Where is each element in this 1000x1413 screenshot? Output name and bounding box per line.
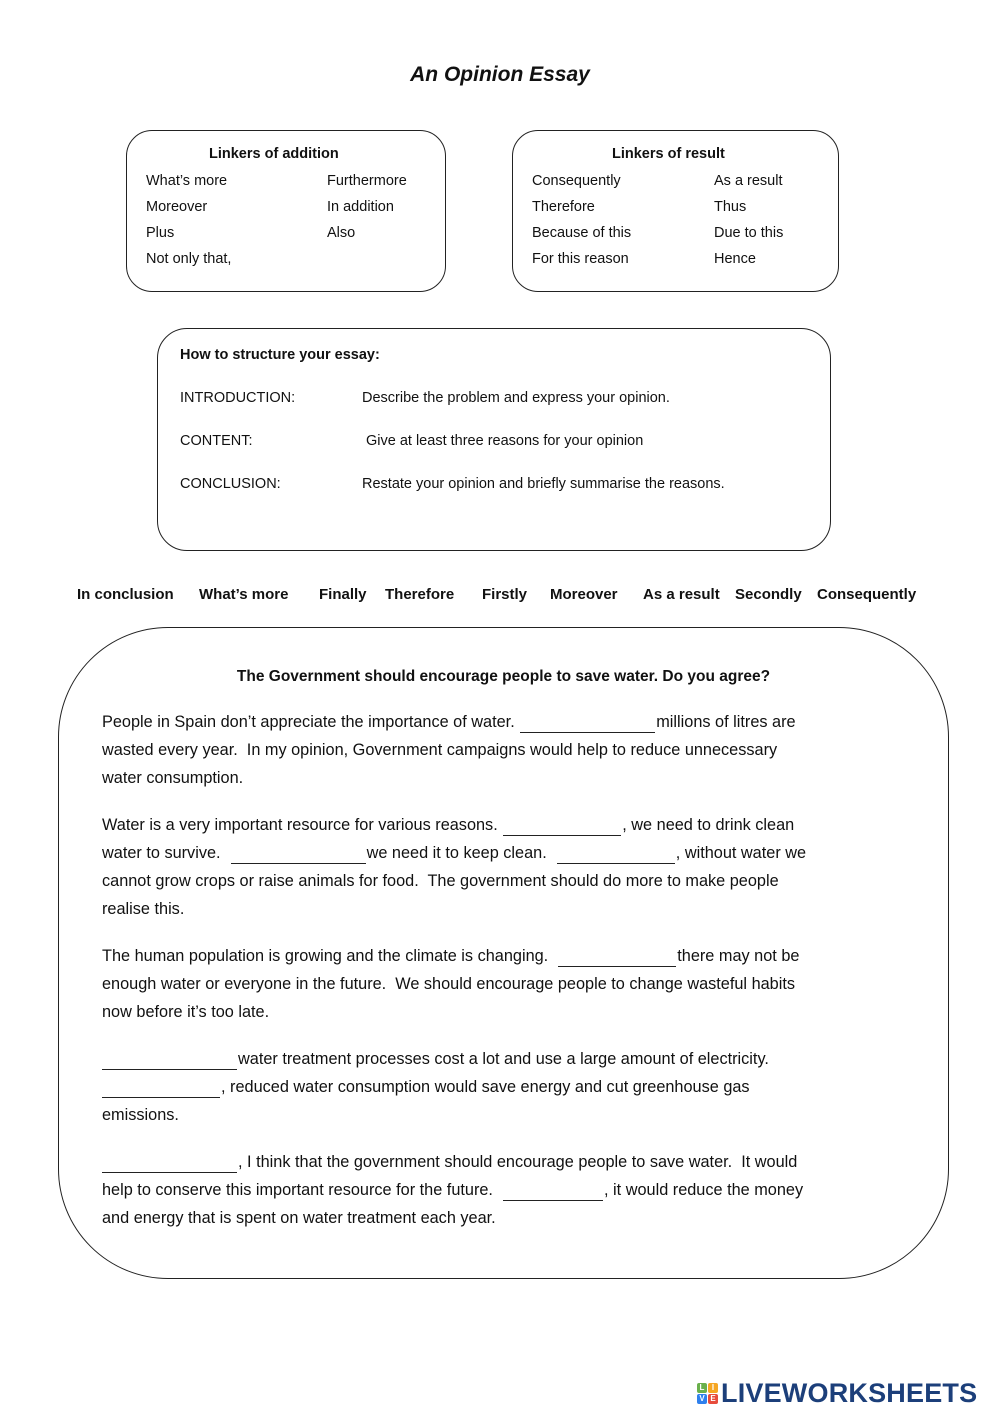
structure-description: Describe the problem and express your opinion. <box>362 390 670 406</box>
text: People in Spain don’t appreciate the importance of water. <box>102 713 520 731</box>
text: emissions. <box>102 1106 179 1124</box>
liveworksheets-logo <box>697 1378 977 1409</box>
word-bank-item: Moreover <box>550 586 618 603</box>
box-heading: Linkers of result <box>612 146 725 162</box>
paragraph-4 <box>102 1045 922 1129</box>
text: cannot grow crops or raise animals for food. The government should do more to make people <box>102 872 779 890</box>
essay-question: The Government should encourage people to save water. Do you agree? <box>236 668 771 685</box>
text: now before it’s too late. <box>102 1003 270 1021</box>
linker: Moreover <box>146 199 208 215</box>
text: The human population is growing and the climate is changing. <box>102 947 558 965</box>
page-title: An Opinion Essay <box>410 63 590 86</box>
logo-text: LIVEWORKSHEETS <box>721 1378 978 1408</box>
word-bank-item: Therefore <box>385 586 455 603</box>
structure-description: Restate your opinion and briefly summarise the reasons. <box>362 476 725 492</box>
paragraph-1 <box>102 708 922 792</box>
logo-tile: L <box>697 1383 707 1393</box>
blank-input-6[interactable] <box>102 1051 237 1070</box>
blank-input-2[interactable] <box>503 817 621 836</box>
text: , reduced water consumption would save energy and cut greenhouse gas <box>221 1078 750 1096</box>
logo-tiles-icon <box>697 1383 718 1404</box>
text: , I think that the government should encourage people to save water. It would <box>238 1153 798 1171</box>
linker: Furthermore <box>327 173 407 189</box>
word-bank-item: In conclusion <box>77 586 174 603</box>
logo-tile: E <box>708 1394 718 1404</box>
text: , it would reduce the money <box>604 1181 804 1199</box>
text: millions of litres are <box>656 713 796 731</box>
paragraph-5 <box>102 1148 922 1232</box>
linkers-of-result-box <box>512 130 839 292</box>
paragraph-2 <box>102 811 922 923</box>
linker: Due to this <box>714 225 784 241</box>
structure-label: CONCLUSION: <box>180 476 281 492</box>
linker: Therefore <box>532 199 595 215</box>
blank-input-4[interactable] <box>557 845 675 864</box>
linker: Plus <box>146 225 175 241</box>
structure-heading: How to structure your essay: <box>180 347 380 363</box>
blank-input-1[interactable] <box>520 714 655 733</box>
word-bank-item: Finally <box>319 586 367 603</box>
text: , without water we <box>675 844 807 862</box>
text: Water is a very important resource for various reasons. <box>102 816 503 834</box>
text: enough water or everyone in the future. We should encourage people to change wasteful habits <box>102 975 796 993</box>
linker: What’s more <box>146 173 228 189</box>
text: , we need to drink clean <box>622 816 795 834</box>
box-heading: Linkers of addition <box>209 146 339 162</box>
text: water consumption. <box>102 769 244 787</box>
blank-input-9[interactable] <box>503 1182 603 1201</box>
logo-tile: I <box>708 1383 718 1393</box>
text: realise this. <box>102 900 185 918</box>
word-bank-item: Firstly <box>482 586 528 603</box>
linker: As a result <box>714 173 783 189</box>
logo-tile: V <box>697 1394 707 1404</box>
essay-structure-box <box>157 328 831 551</box>
linker: Consequently <box>532 173 621 189</box>
linker: Thus <box>714 199 747 215</box>
paragraph-3 <box>102 942 922 1026</box>
linker: In addition <box>327 199 394 215</box>
structure-label: INTRODUCTION: <box>180 390 296 406</box>
text: wasted every year. In my opinion, Government campaigns would help to reduce unnecessary <box>102 741 778 759</box>
text: help to conserve this important resource for the future. <box>102 1181 502 1199</box>
word-bank-item: As a result <box>643 586 720 603</box>
text: water treatment processes cost a lot and use a large amount of electricity. <box>238 1050 769 1068</box>
essay-text <box>102 708 922 1251</box>
text: and energy that is spent on water treatment each year. <box>102 1209 496 1227</box>
word-bank-item: Secondly <box>735 586 802 603</box>
word-bank-item: Consequently <box>817 586 917 603</box>
linker: Also <box>327 225 356 241</box>
essay-box <box>58 627 949 1279</box>
text: water to survive. <box>102 844 230 862</box>
blank-input-3[interactable] <box>231 845 366 864</box>
structure-description: Give at least three reasons for your opinion <box>366 433 644 449</box>
linker: For this reason <box>532 251 629 267</box>
blank-input-7[interactable] <box>102 1079 220 1098</box>
word-bank-item: What’s more <box>199 586 289 603</box>
linker: Not only that, <box>146 251 232 267</box>
blank-input-8[interactable] <box>102 1154 237 1173</box>
linker: Hence <box>714 251 756 267</box>
structure-label: CONTENT: <box>180 433 253 449</box>
linkers-of-addition-box <box>126 130 446 292</box>
linker: Because of this <box>532 225 632 241</box>
text: there may not be <box>677 947 800 965</box>
text: we need it to keep clean. <box>366 844 556 862</box>
blank-input-5[interactable] <box>558 948 676 967</box>
